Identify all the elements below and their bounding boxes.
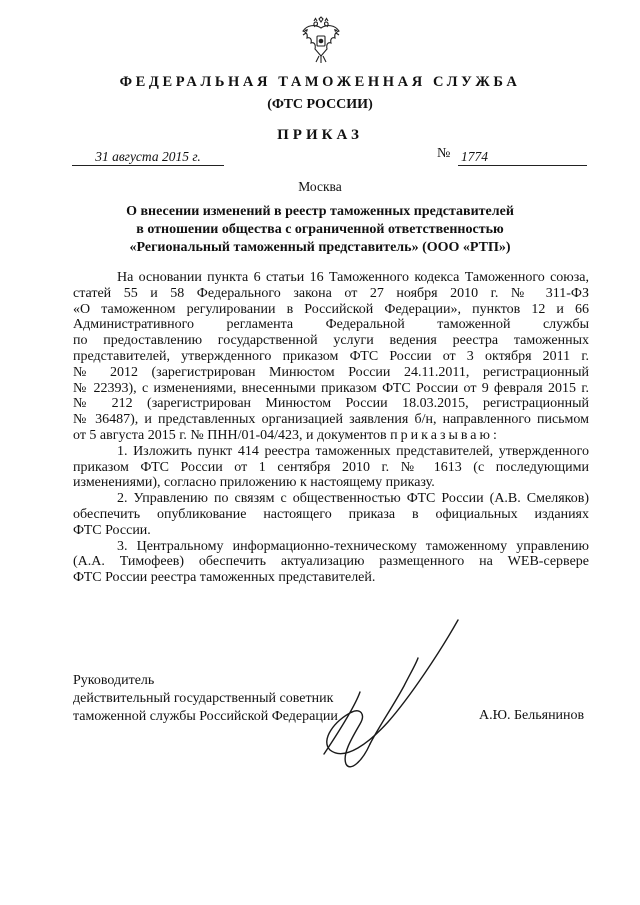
agency-name: ФЕДЕРАЛЬНАЯ ТАМОЖЕННАЯ СЛУЖБА	[119, 74, 521, 90]
body-line: № 36487), и представленных организацией заявления б/н, направленного письмом	[73, 412, 589, 428]
signer-position	[73, 672, 338, 726]
body-line: «О таможенном регулировании в Российской Федерации», пунктов 12 и 66	[73, 301, 589, 317]
signer-position-line: таможенной службы Российской Федерации	[73, 709, 338, 724]
order-date: 31 августа 2015 г.	[72, 149, 224, 166]
body-line: Административного регламента Федеральной таможенной службы	[73, 317, 589, 333]
body-line: № 212 (зарегистрирован Минюстом России 18.03.2015, регистрационный	[73, 396, 589, 412]
order-body	[73, 270, 589, 586]
body-line: На основании пункта 6 статьи 16 Таможенного кодекса Таможенного союза,	[117, 270, 589, 285]
order-title-line: «Региональный таможенный представитель» (ООО «РТП»)	[129, 240, 511, 255]
agency-short-name: (ФТС РОССИИ)	[267, 97, 373, 112]
city: Москва	[298, 179, 342, 194]
body-line: 3. Центральному информационно-техническому таможенному управлению	[117, 538, 589, 554]
order-number-label: №	[437, 146, 451, 161]
body-line: представителей, утвержденного приказом ФТС России от 3 октября 2011 г.	[73, 348, 589, 364]
body-line: № 22393), с изменениями, внесенными приказом ФТС России от 9 февраля 2015 г.	[73, 380, 589, 396]
body-line	[73, 428, 589, 444]
order-word: приказываю:	[390, 427, 500, 443]
double-headed-eagle-emblem	[300, 16, 342, 66]
body-line: № 2012 (зарегистрирован Минюстом России 24.11.2011, регистрационный	[73, 364, 589, 380]
signer-position-line: действительный государственный советник	[73, 691, 334, 706]
signer-position-line: Руководитель	[73, 673, 155, 688]
signer-name: А.Ю. Бельянинов	[479, 708, 585, 723]
body-line: ФТС России реестра таможенных представителей.	[73, 570, 376, 586]
body-line: обеспечить опубликование настоящего приказа в официальных изданиях	[73, 506, 589, 522]
body-line: по предоставлению государственной услуги ведения реестра таможенных	[73, 333, 589, 349]
body-line: (А.А. Тимофеев) обеспечить актуализацию размещенного на WEB-сервере	[73, 554, 589, 570]
order-number: 1774	[458, 149, 587, 166]
body-line: 1. Изложить пункт 414 реестра таможенных представителей, утвержденного	[117, 443, 589, 459]
document-type: ПРИКАЗ	[277, 127, 363, 143]
body-line: 2. Управлению по связям с общественностью ФТС России (А.В. Смеляков)	[117, 491, 589, 507]
body-line: приказом ФТС России от 1 сентября 2010 г. № 1613 (с последующими	[73, 459, 589, 475]
order-title-line: О внесении изменений в реестр таможенных представителей	[126, 204, 514, 219]
order-title-line: в отношении общества с ограниченной ответственностью	[136, 222, 504, 237]
body-line: статей 55 и 58 Федерального закона от 27 ноября 2010 г. № 311-ФЗ	[73, 285, 589, 301]
handwritten-signature	[300, 612, 500, 792]
body-line: ФТС России.	[73, 522, 151, 538]
body-line-text: от 5 августа 2015 г. № ПНН/01-04/423, и документов	[73, 427, 387, 443]
body-line: изменениями), согласно приложению к настоящему приказу.	[73, 475, 435, 491]
order-title	[60, 203, 580, 257]
